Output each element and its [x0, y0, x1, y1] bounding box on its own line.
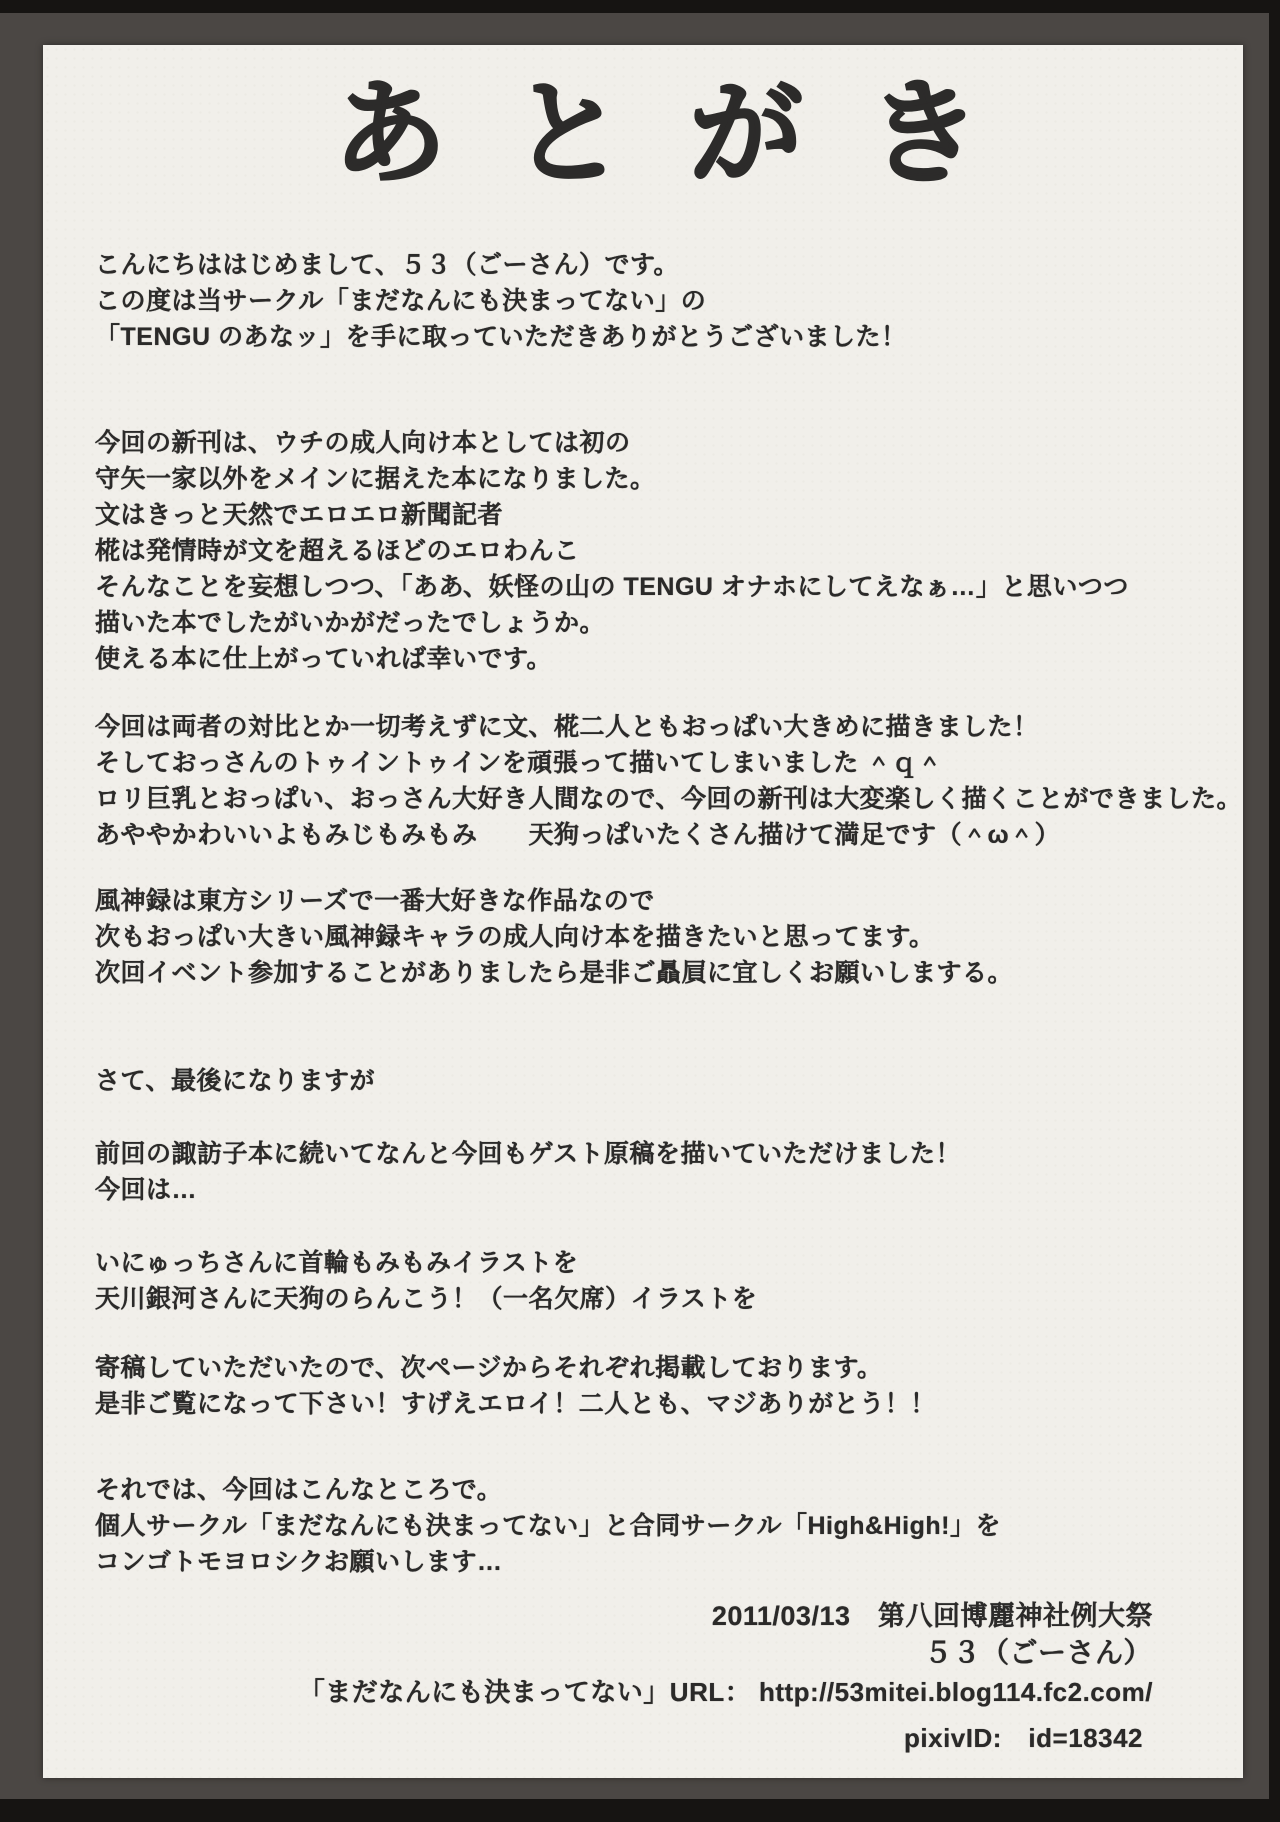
text-line: 「TENGU のあなッ」を手に取っていただきありがとうございました！ — [95, 323, 907, 351]
text-line: あややかわいいよもみじもみもみ 天狗っぱいたくさん描けて満足です（＾ω＾） — [95, 821, 1061, 849]
circle-url-line: 「まだなんにも決まってない」URL： http://53mitei.blog114.fc2.com/ — [298, 1677, 1153, 1707]
scan-border-top — [0, 0, 1280, 13]
text-line: 次もおっぱい大きい風神録キャラの成人向け本を描きたいと思ってます。 — [95, 923, 935, 951]
text-line: ロリ巨乳とおっぱい、おっさん大好き人間なので、今回の新刊は大変楽しく描くことができました。 — [95, 785, 1243, 813]
text-line: そしておっさんのトゥイントゥインを頑張って描いてしまいました ＾ｑ＾ — [95, 749, 943, 777]
guest-list-paragraph — [95, 1245, 757, 1317]
text-line: 守矢一家以外をメインに据えた本になりました。 — [95, 465, 656, 493]
text-line: さて、最後になりますが — [95, 1067, 376, 1095]
pixiv-id-line: pixivID: id=18342 — [904, 1723, 1143, 1753]
scan-border-right — [1269, 0, 1280, 1822]
text-line: 今回は… — [95, 1176, 198, 1204]
new-book-paragraph — [95, 425, 1129, 677]
afterword-page — [43, 45, 1243, 1778]
text-line: コンゴトモヨロシクお願いします… — [95, 1548, 503, 1576]
text-line: 是非ご覧になって下さい！すげえエロイ！二人とも、マジありがとう！！ — [95, 1390, 936, 1418]
drawing-comments-paragraph — [95, 709, 1242, 853]
text-line: 文はきっと天然でエロエロ新聞記者 — [95, 501, 504, 529]
text-line: こんにちははじめまして、５３（ごーさん）です。 — [95, 251, 680, 279]
text-line: 天川銀河さんに天狗のらんこう！（一名欠席）イラストを — [95, 1285, 758, 1313]
text-line: いにゅっちさんに首輪もみもみイラストを — [95, 1249, 579, 1277]
text-line: 風神録は東方シリーズで一番大好きな作品なので — [95, 887, 655, 915]
text-line: 今回の新刊は、ウチの成人向け本としては初の — [95, 429, 631, 457]
author-name-line: ５３（ごーさん） — [923, 1637, 1152, 1668]
event-date-line: 2011/03/13 第八回博麗神社例大祭 — [711, 1601, 1153, 1631]
text-line: それでは、今回はこんなところで。 — [95, 1476, 503, 1504]
text-line: 前回の諏訪子本に続いてなんと今回もゲスト原稿を描いていただけました！ — [95, 1140, 962, 1168]
text-line: 寄稿していただいたので、次ページからそれぞれ掲載しております。 — [95, 1354, 883, 1382]
text-line: 今回は両者の対比とか一切考えずに文、椛二人ともおっぱい大きめに描きました！ — [95, 713, 1039, 741]
text-line: 使える本に仕上がっていれば幸いです。 — [95, 645, 553, 673]
closing-paragraph — [95, 1472, 1001, 1580]
greeting-paragraph — [95, 247, 906, 355]
text-line: この度は当サークル「まだなんにも決まってない」の — [95, 287, 707, 315]
text-line: 椛は発情時が文を超えるほどのエロわんこ — [95, 537, 580, 565]
scan-border-bottom — [0, 1799, 1280, 1822]
text-line: 個人サークル「まだなんにも決まってない」と合同サークル「High&High!」を — [95, 1512, 1001, 1540]
text-line: そんなことを妄想しつつ、「ああ、妖怪の山の TENGU オナホにしてえなぁ…」と思いつつ — [95, 573, 1129, 601]
text-line: 描いた本でしたがいかがだったでしょうか。 — [95, 609, 606, 637]
text-line: 次回イベント参加することがありましたら是非ご贔屓に宜しくお願いしまする。 — [95, 959, 1014, 987]
guest-intro-paragraph — [95, 1136, 961, 1208]
guest-thanks-paragraph — [95, 1350, 936, 1422]
mof-series-paragraph — [95, 883, 1013, 991]
finally-paragraph — [95, 1063, 375, 1099]
page-title: あとがき — [333, 71, 1046, 198]
